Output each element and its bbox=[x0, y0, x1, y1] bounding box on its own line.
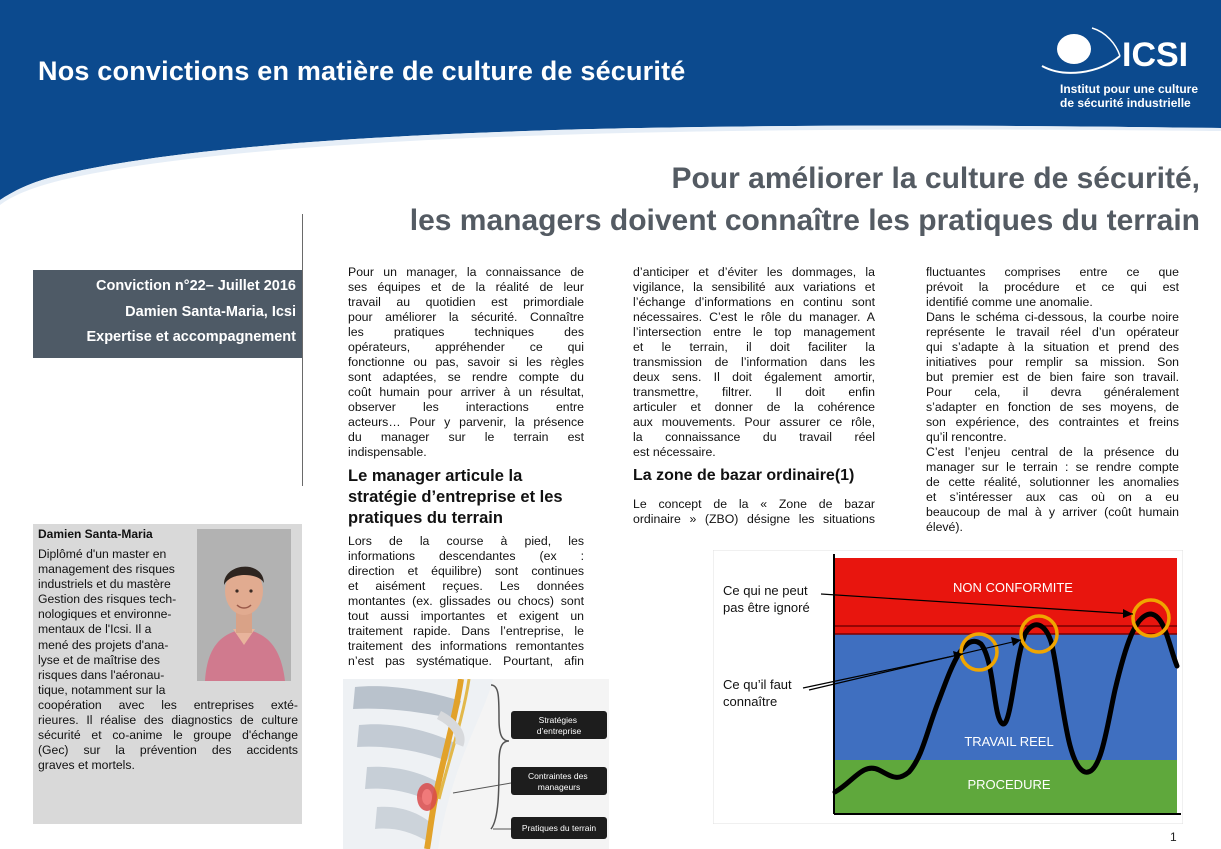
logo-subtitle-line: Institut pour une culture bbox=[1060, 82, 1198, 96]
text-line: et le terrain, il doit faciliter la bbox=[633, 340, 875, 354]
bio-line: industriels et du mastère bbox=[38, 577, 171, 592]
conviction-number: Conviction n°22– Juillet 2016 bbox=[95, 278, 296, 294]
text-line: indispensable. bbox=[348, 445, 427, 459]
article-subtitle bbox=[410, 158, 1200, 242]
text-line: Pour cela, il devra généralement bbox=[926, 385, 1179, 399]
text-line: informations descendantes (ex : bbox=[348, 549, 584, 563]
bio-line: (Gec) sur la prévention des accidents bbox=[38, 743, 298, 758]
bio-line: lyse et de maîtrise des bbox=[38, 652, 160, 667]
text-line: identifié comme une anomalie. bbox=[926, 295, 1093, 309]
label-strategies bbox=[537, 715, 582, 736]
bio-line: sécurité et co-anime le groupe d'échange bbox=[38, 728, 298, 743]
text-line: ses équipes et de la réalité de leur bbox=[348, 280, 584, 294]
spine-figure bbox=[343, 679, 609, 849]
text-line: et s’intéresser aux cas où on a eu bbox=[926, 490, 1179, 504]
annotation-know-line1: Ce qu’il faut bbox=[723, 677, 792, 692]
text-line: fluctuantes comprises entre ce que bbox=[926, 265, 1179, 279]
text-line: est nécessaire. bbox=[633, 445, 716, 459]
text-line: direction et équilibre) sont continues bbox=[348, 564, 584, 578]
label-contraintes: Contraintes des manageurs bbox=[528, 771, 588, 792]
label-pratiques: Pratiques du terrain bbox=[521, 823, 597, 833]
text-line: transmettre, filtrer. Il doit enfin bbox=[633, 385, 875, 399]
bio-line: coopération avec les entreprises exté- bbox=[38, 697, 298, 712]
header-title: Nos convictions en matière de culture de sécurité bbox=[38, 56, 686, 86]
bio-line: Gestion des risques tech- bbox=[38, 592, 177, 607]
text-line: l’échange d’informations en continu sont bbox=[633, 295, 875, 309]
text-line: traitement des informations remontantes bbox=[348, 639, 584, 653]
annotation-ignored-line2: pas être ignoré bbox=[723, 600, 810, 615]
bio-line: graves et mortels. bbox=[38, 758, 135, 773]
zbo-diagram bbox=[713, 550, 1183, 824]
annotation-ignored-line1: Ce qui ne peut bbox=[723, 583, 808, 598]
text-line: coût humain pour arriver à un résultat, bbox=[348, 385, 584, 399]
text-line: Le concept de la « Zone de bazar bbox=[633, 497, 875, 511]
heading-line: stratégie d’entreprise et les bbox=[348, 488, 563, 506]
column-divider bbox=[302, 214, 303, 486]
text-line: la connaissance du travail réel bbox=[633, 430, 875, 444]
text-line: observer les interactions entre bbox=[348, 400, 584, 414]
text-line: transmission de l’information dans les bbox=[633, 355, 875, 369]
bio-line: rieures. Il réalise des diagnostics de culture bbox=[38, 713, 298, 728]
text-line: ordinaire » (ZBO) désigne les situations bbox=[633, 512, 875, 526]
zone-label-travail-reel: TRAVAIL REEL bbox=[964, 734, 1054, 749]
zone-label-nonconformite: NON CONFORMITE bbox=[953, 580, 1073, 595]
text-line: qui s’adapte à la situation et prend des bbox=[926, 340, 1179, 354]
text-line: Lors de la course à pied, les bbox=[348, 534, 584, 548]
bio-line: mentaux de l'Icsi. Il a bbox=[38, 622, 152, 637]
conviction-department: Expertise et accompagnement bbox=[86, 329, 296, 345]
text-line: but premier est de bien faire son travail. bbox=[926, 370, 1179, 384]
heading-manager-articule bbox=[348, 466, 588, 529]
text-line: sont adaptées, se rendre compte du bbox=[348, 370, 584, 384]
text-line: initiatives pour remplir sa mission. Son bbox=[926, 355, 1179, 369]
text-line: s’adapter en fonction de ses moyens, de bbox=[926, 400, 1179, 414]
text-line: deux sens. Il doit également amortir, bbox=[633, 370, 875, 384]
author-photo bbox=[197, 529, 291, 681]
heading-line: Le manager articule la bbox=[348, 467, 523, 485]
column-2-zbo bbox=[633, 497, 875, 527]
text-line: les pratiques techniques des bbox=[348, 325, 584, 339]
conviction-box bbox=[33, 270, 302, 358]
text-line: traitement rapide. Dans l’entreprise, le bbox=[348, 624, 584, 638]
bio-line: management des risques bbox=[38, 562, 175, 577]
text-line: pour améliorer la sécurité. Connaître bbox=[348, 310, 584, 324]
text-line: opérateurs, appréhender ce qui bbox=[348, 340, 584, 354]
label-strategies-line2: d’entreprise bbox=[536, 726, 582, 736]
text-line: du manager sur le terrain est bbox=[348, 430, 584, 444]
label-strategies-line1: Stratégies bbox=[538, 715, 577, 725]
bio-line: nologiques et environne- bbox=[38, 607, 172, 622]
text-line: de cette réalité, solutionner les anomalies bbox=[926, 475, 1179, 489]
text-line: vigilance, la sensibilité aux variations et bbox=[633, 280, 875, 294]
text-line: prévoit la procédure et ce qui est bbox=[926, 280, 1179, 294]
heading-zone-bazar: La zone de bazar ordinaire(1) bbox=[633, 467, 855, 484]
heading-line: pratiques du terrain bbox=[348, 509, 503, 527]
column-1-intro bbox=[348, 265, 584, 460]
bio-line: Diplômé d'un master en bbox=[38, 547, 167, 561]
text-line: C’est l’enjeu central de la présence du bbox=[926, 445, 1179, 459]
svg-text:ICSI: ICSI bbox=[1122, 36, 1189, 74]
text-line: nécessaires. C’est le rôle du manager. A bbox=[633, 310, 875, 324]
bio-line: mené des projets d'ana- bbox=[38, 637, 169, 652]
logo-subtitle bbox=[1060, 82, 1198, 110]
column-3-body bbox=[926, 265, 1179, 535]
text-line: son expérience, des contraintes et freins bbox=[926, 415, 1179, 429]
text-line: et aisément reçues. Les données bbox=[348, 579, 584, 593]
text-line: Pour un manager, la connaissance de bbox=[348, 265, 584, 279]
zone-label-procedure: PROCEDURE bbox=[967, 777, 1051, 792]
text-line: représente le travail réel d’un opérateur bbox=[926, 325, 1179, 339]
text-line: travail au quotidien est primordiale bbox=[348, 295, 584, 309]
text-line: n’est pas systématique. Pourtant, afin bbox=[348, 654, 584, 668]
text-line: d’anticiper et d’éviter les dommages, la bbox=[633, 265, 875, 279]
text-line: articuler et donner de la cohérence bbox=[633, 400, 875, 414]
text-line: qu’il rencontre. bbox=[926, 430, 1007, 444]
conviction-author: Damien Santa-Maria, Icsi bbox=[125, 304, 296, 320]
text-line: tout aussi importantes et exigent un bbox=[348, 609, 584, 623]
subtitle-line-2: les managers doivent connaître les pratiques du terrain bbox=[409, 204, 1200, 237]
bio-name: Damien Santa-Maria bbox=[38, 527, 153, 541]
text-line: fonctionne ou pas, savoir si les règles bbox=[348, 355, 584, 369]
text-line: l’intersection entre le top management bbox=[633, 325, 875, 339]
text-line: acteurs… Pour y parvenir, la présence bbox=[348, 415, 584, 429]
column-1-body bbox=[348, 534, 584, 669]
logo-subtitle-line: de sécurité industrielle bbox=[1060, 96, 1191, 110]
text-line: élevé). bbox=[926, 520, 963, 534]
zone-nonconformite bbox=[834, 558, 1177, 634]
column-2-body bbox=[633, 265, 875, 460]
text-line: aux mouvements. Pour assurer ce rôle, bbox=[633, 415, 875, 429]
bio-line: tique, notamment sur la bbox=[38, 682, 166, 697]
annotation-know-line2: connaître bbox=[723, 694, 778, 709]
text-line: beaucoup de mal à y arriver (coût humain bbox=[926, 505, 1179, 519]
bio-line: risques dans l'aéronau- bbox=[38, 667, 165, 682]
page-number: 1 bbox=[1170, 830, 1177, 844]
text-line: montantes (ex. glissades ou chocs) sont bbox=[348, 594, 584, 608]
text-line: manager sur le terrain : se rendre compte bbox=[926, 460, 1179, 474]
subtitle-line-1: Pour améliorer la culture de sécurité, bbox=[671, 162, 1200, 195]
text-line: Dans le schéma ci-dessous, la courbe noire bbox=[926, 310, 1179, 324]
